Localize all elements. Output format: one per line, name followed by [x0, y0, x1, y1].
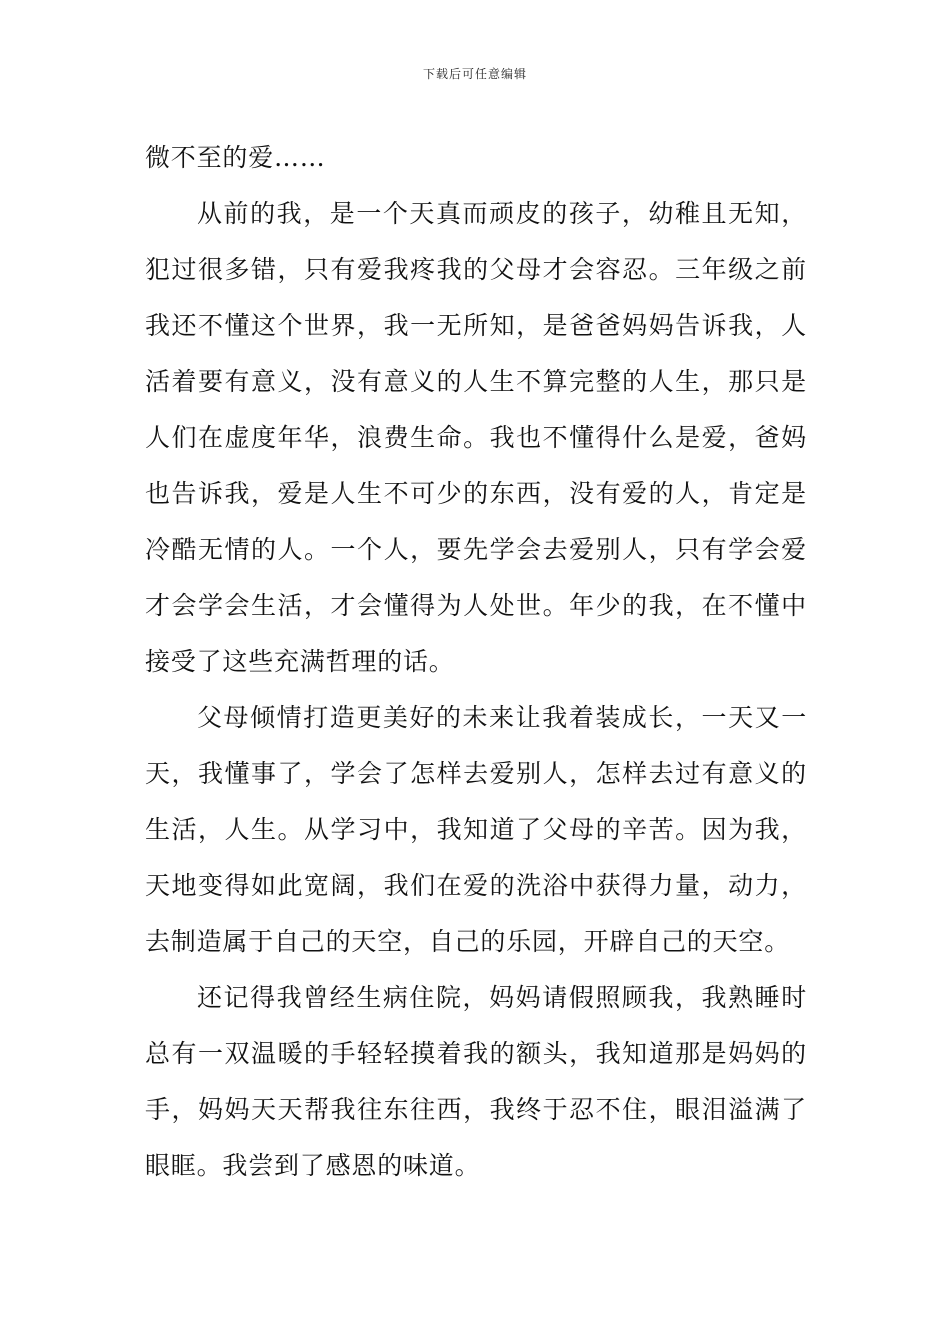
paragraph-4: 还记得我曾经生病住院，妈妈请假照顾我，我熟睡时总有一双温暖的手轻轻摸着我的额头，我知道那是妈妈的手，妈妈天天帮我往东往西，我终于忍不住，眼泪溢满了眼眶。我尝到了感恩的味道。	[145, 983, 807, 1180]
document-body	[145, 130, 807, 1194]
paragraph-3: 父母倾情打造更美好的未来让我着装成长，一天又一天，我懂事了，学会了怎样去爱别人，怎样去过有意义的生活，人生。从学习中，我知道了父母的辛苦。因为我，天地变得如此宽阔，我们在爱的洗浴中获得力量，动力，去制造属于自己的天空，自己的乐园，开辟自己的天空。	[145, 703, 807, 956]
paragraph-1: 微不至的爱……	[145, 143, 326, 172]
paragraph-2: 从前的我，是一个天真而顽皮的孩子，幼稚且无知，犯过很多错，只有爱我疼我的父母才会容忍。三年级之前我还不懂这个世界，我一无所知，是爸爸妈妈告诉我，人活着要有意义，没有意义的人生不算完整的人生，那只是人们在虚度年华，浪费生命。我也不懂得什么是爱，爸妈也告诉我，爱是人生不可少的东西，没有爱的人，肯定是冷酷无情的人。一个人，要先学会去爱别人，只有学会爱才会学会生活，才会懂得为人处世。年少的我，在不懂中接受了这些充满哲理的话。	[145, 199, 807, 676]
page-header: 下载后可任意编辑	[422, 67, 527, 81]
